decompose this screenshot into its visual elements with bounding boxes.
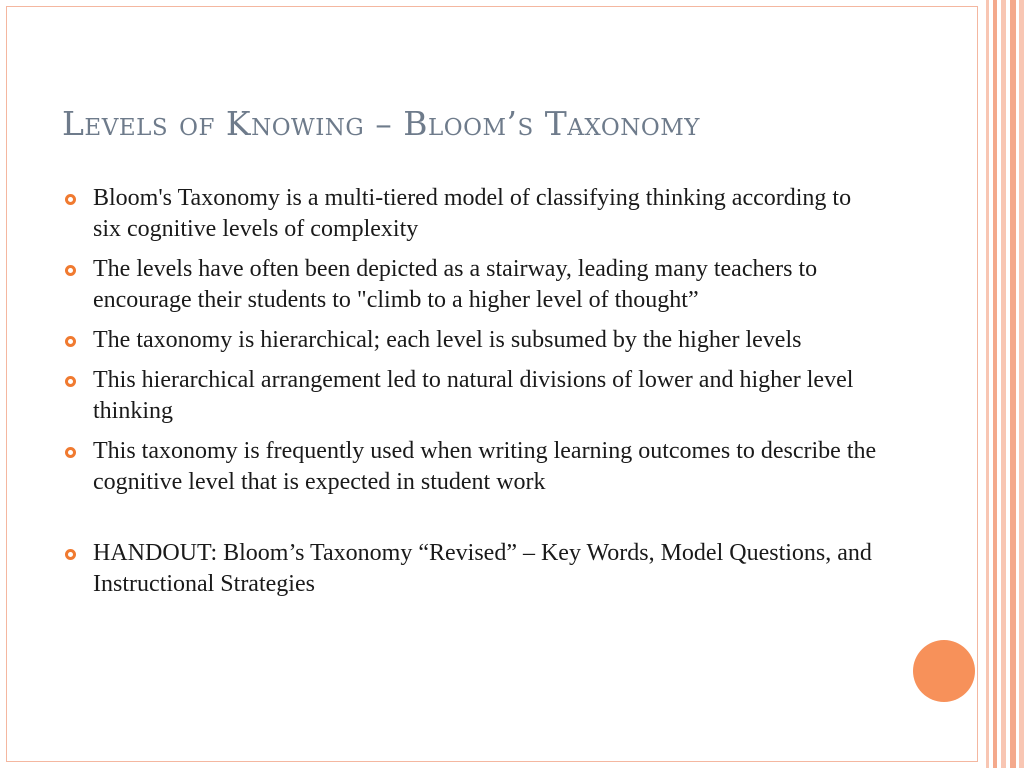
bullet-text: The taxonomy is hierarchical; each level is subsumed by the higher levels — [93, 327, 802, 353]
bullet-item — [62, 325, 882, 356]
decorative-stripe — [1019, 0, 1024, 768]
decorative-stripe — [993, 0, 997, 768]
bullet-text: This taxonomy is frequently used when writing learning outcomes to describe the cognitive level that is expected in student work — [93, 438, 877, 495]
bullet-text: The levels have often been depicted as a stairway, leading many teachers to encourage their students to "climb to a higher level of thought” — [93, 256, 818, 313]
bullet-circle-icon — [65, 336, 76, 347]
bullet-text: HANDOUT: Bloom’s Taxonomy “Revised” – Key Words, Model Questions, and Instructional Strategies — [93, 540, 872, 597]
orange-circle-decoration — [913, 640, 975, 702]
slide-title: Levels of Knowing – Bloom’s Taxonomy — [62, 104, 700, 143]
bullet-item — [62, 254, 882, 316]
bullet-text: Bloom's Taxonomy is a multi-tiered model of classifying thinking according to six cognitive levels of complexity — [93, 185, 852, 242]
bullet-circle-icon — [65, 447, 76, 458]
bullet-circle-icon — [65, 194, 76, 205]
bullet-circle-icon — [65, 376, 76, 387]
bullet-list — [62, 183, 882, 609]
bullet-text: This hierarchical arrangement led to natural divisions of lower and higher level thinking — [93, 367, 854, 424]
bullet-circle-icon — [65, 549, 76, 560]
bullet-item — [62, 183, 882, 245]
bullet-item-handout — [62, 538, 882, 600]
bullet-item — [62, 365, 882, 427]
decorative-stripe — [1010, 0, 1016, 768]
bullet-item — [62, 436, 882, 498]
decorative-stripe — [986, 0, 989, 768]
bullet-circle-icon — [65, 265, 76, 276]
decorative-stripe — [1001, 0, 1006, 768]
